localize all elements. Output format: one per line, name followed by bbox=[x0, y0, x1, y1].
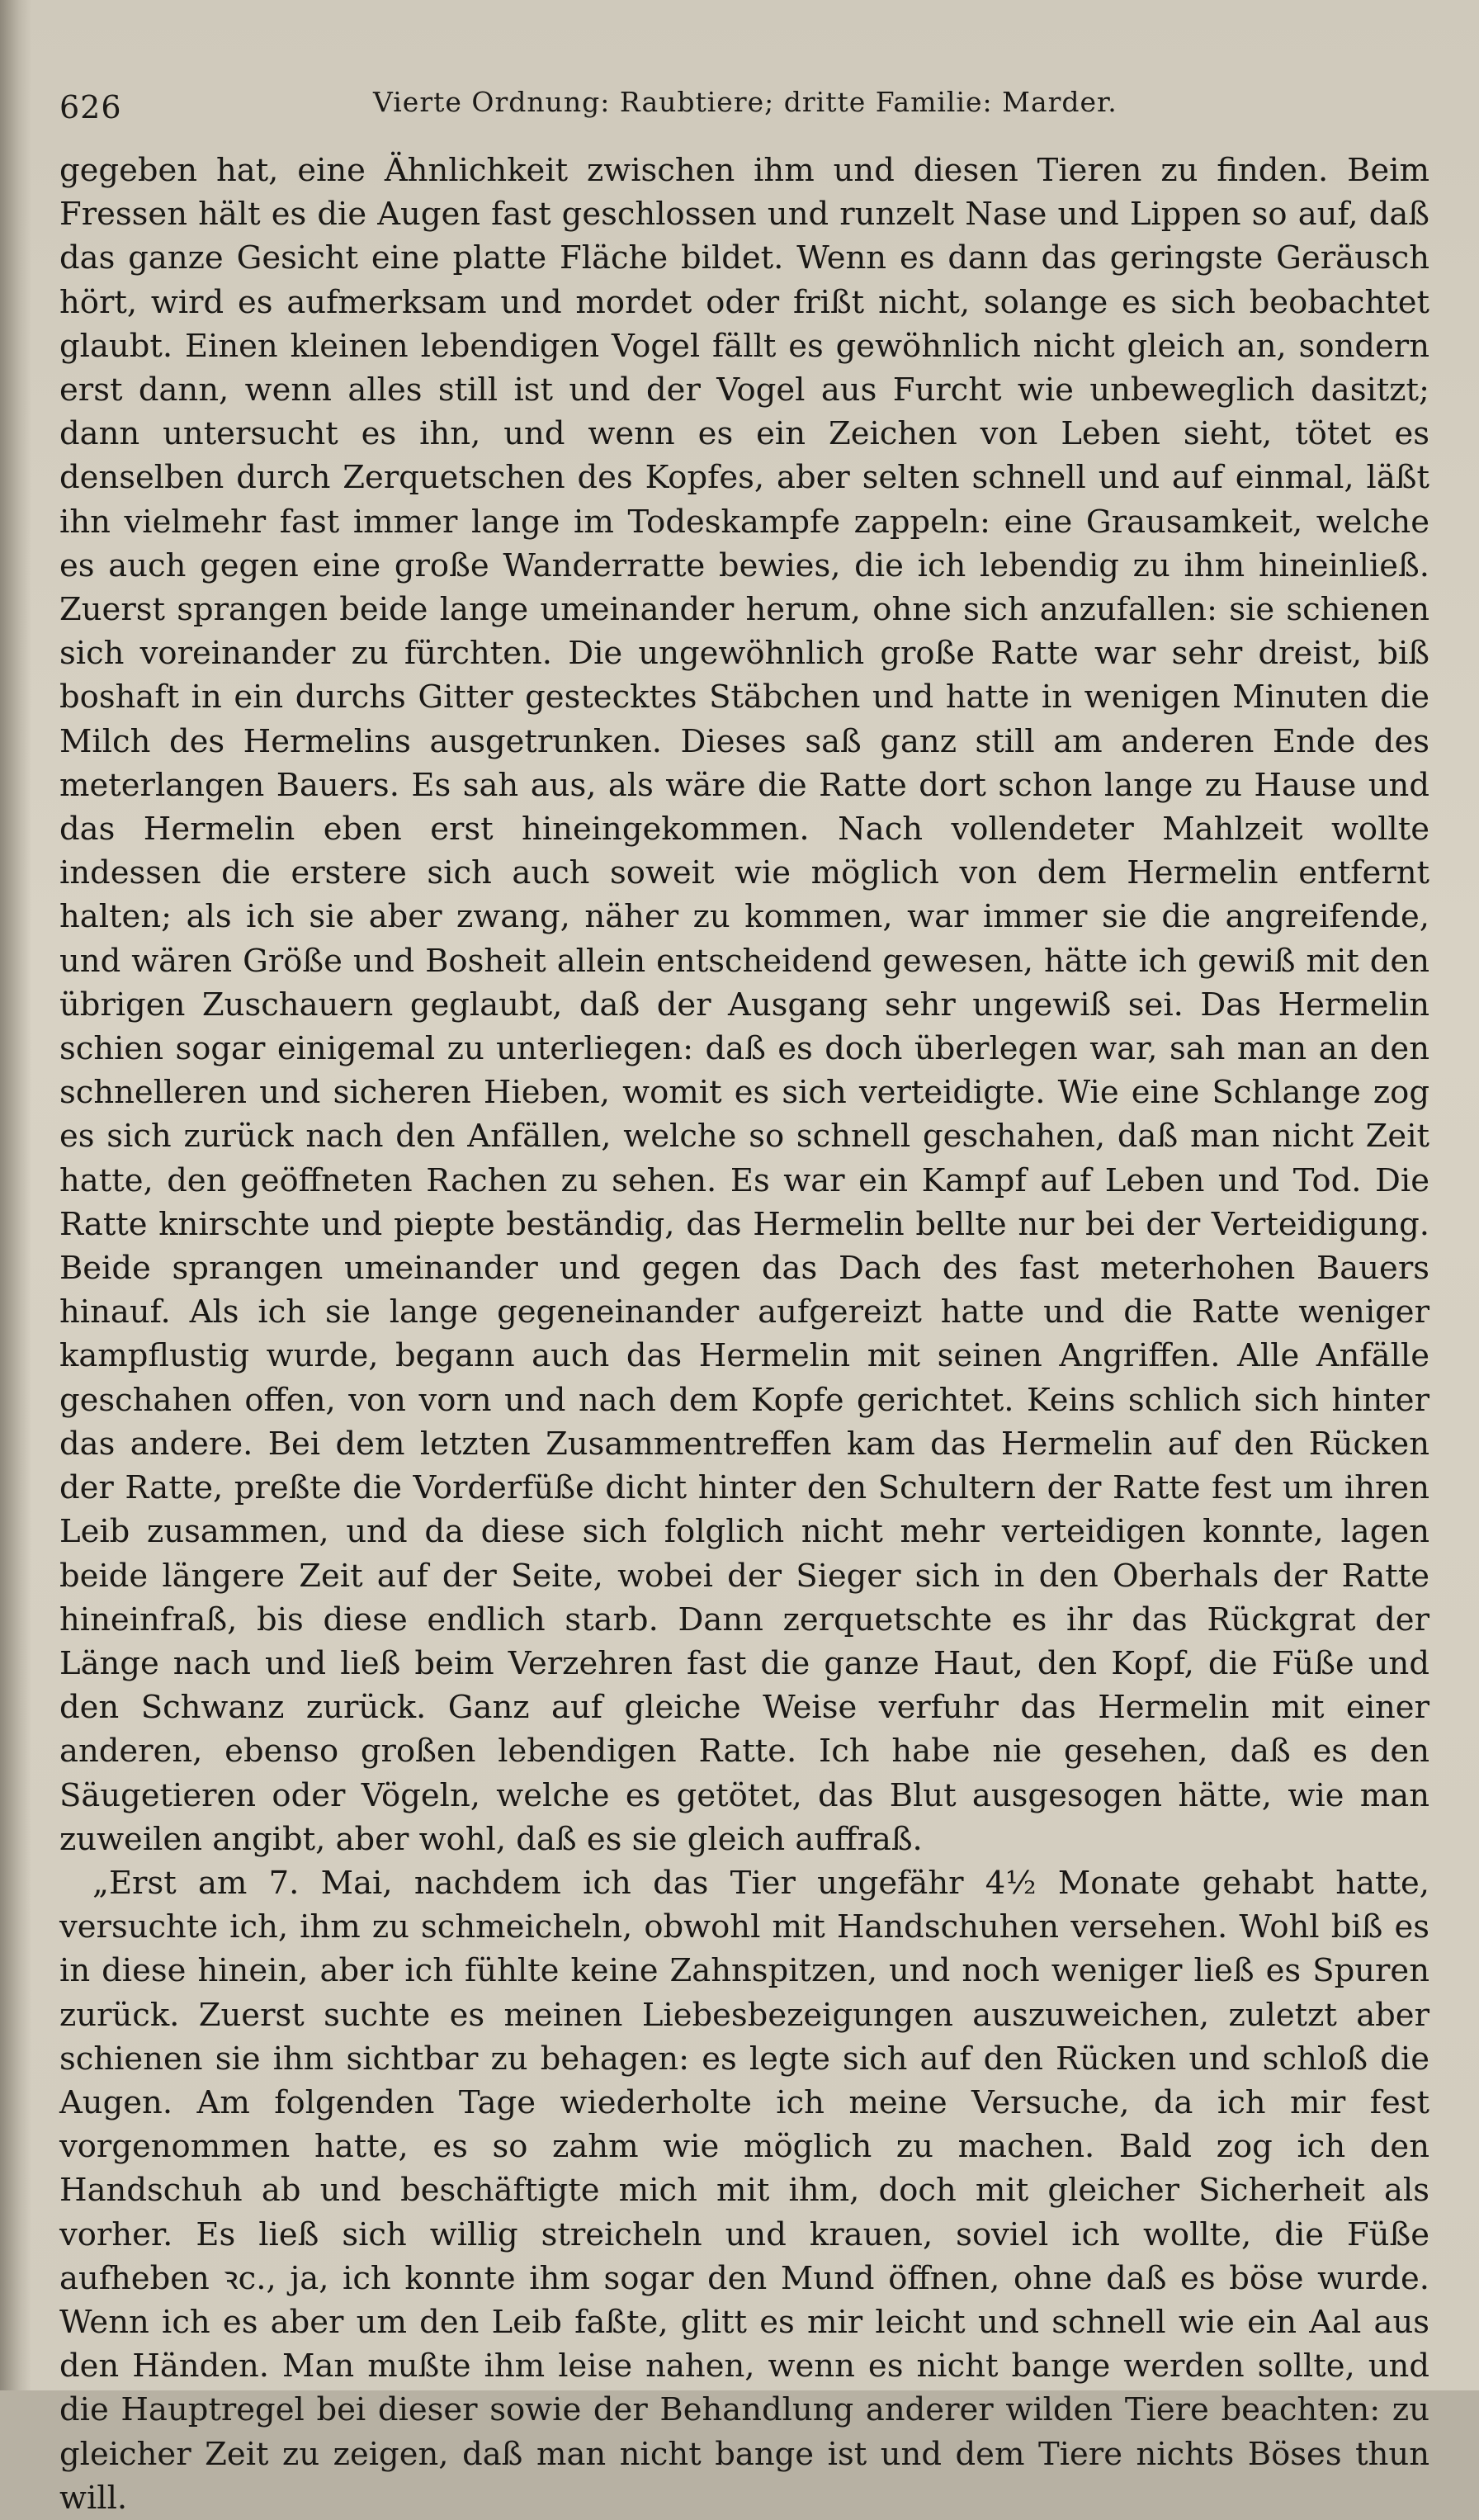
paragraph-1: gegeben hat, eine Ähnlichkeit zwischen ihm und diesen Tieren zu finden. Beim Fressen hält es die Augen fast geschlossen und runzelt Nase und Lippen so auf, daß das ganze Gesicht eine platte Fläche bildet. Wenn es dann das geringste Geräusch hört, wird es aufmerksam und mordet oder frißt nicht, solange es sich beobachtet glaubt. Einen kleinen lebendigen Vogel fällt es gewöhnlich nicht gleich an, sondern erst dann, wenn alles still ist und der Vogel aus Furcht wie unbeweglich dasitzt; dann untersucht es ihn, und wenn es ein Zeichen von Leben sieht, tötet es denselben durch Zerquetschen des Kopfes, aber selten schnell und auf einmal, läßt ihn vielmehr fast immer lange im Todeskampfe zappeln: eine Grausamkeit, welche es auch gegen eine große Wanderratte bewies, die ich lebendig zu ihm hineinließ. Zuerst sprangen beide lange umeinander herum, ohne sich anzufallen: sie schienen sich voreinander zu fürchten. Die ungewöhnlich große Ratte war sehr dreist, biß boshaft in ein durchs Gitter gestecktes Stäbchen und hatte in wenigen Minuten die Milch des Hermelins ausgetrunken. Dieses saß ganz still am anderen Ende des meterlangen Bauers. Es sah aus, als wäre die Ratte dort schon lange zu Hause und das Hermelin eben erst hineingekommen. Nach vollendeter Mahlzeit wollte indessen die erstere sich auch soweit wie möglich von dem Hermelin entfernt halten; als ich sie aber zwang, näher zu kommen, war immer sie die angreifende, und wären Größe und Bosheit allein entscheidend gewesen, hätte ich gewiß mit den übrigen Zuschauern geglaubt, daß der Ausgang sehr ungewiß sei. Das Hermelin schien sogar einigemal zu unterliegen: daß es doch überlegen war, sah man an den schnelleren und sicheren Hieben, womit es sich verteidigte. Wie eine Schlange zog es sich zurück nach den Anfällen, welche so schnell geschahen, daß man nicht Zeit hatte, den geöffneten Rachen zu sehen. Es war ein Kampf auf Leben und Tod. Die Ratte knirschte und piepte beständig, das Hermelin bellte nur bei der Verteidigung. Beide sprangen umeinander und gegen das Dach des fast meterhohen Bauers hinauf. Als ich sie lange gegeneinander aufgereizt hatte und die Ratte weniger kampflustig wurde, begann auch das Hermelin mit seinen Angriffen. Alle Anfälle geschahen offen, von vorn und nach dem Kopfe gerichtet. Keins schlich sich hinter das andere. Bei dem letzten Zusammentreffen kam das Hermelin auf den Rücken der Ratte, preßte die Vorderfüße dicht hinter den Schultern der Ratte fest um ihren Leib zusammen, und da diese sich folglich nicht mehr verteidigen konnte, lagen beide längere Zeit auf der Seite, wobei der Sieger sich in den Oberhals der Ratte hineinfraß, bis diese endlich starb. Dann zerquetschte es ihr das Rückgrat der Länge nach und ließ beim Verzehren fast die ganze Haut, den Kopf, die Füße und den Schwanz zurück. Ganz auf gleiche Weise verfuhr das Hermelin mit einer anderen, ebenso großen lebendigen Ratte. Ich habe nie gesehen, daß es den Säugetieren oder Vögeln, welche es getötet, das Blut ausgesogen hätte, wie man zuweilen angibt, aber wohl, daß es sie gleich auffraß. bbox=[59, 152, 1429, 1858]
body-text bbox=[59, 149, 1429, 2517]
page-header bbox=[59, 81, 1429, 125]
paragraph-2: „Erst am 7. Mai, nachdem ich das Tier ungefähr 4½ Monate gehabt hatte, versuchte ich, ihm zu schmeicheln, obwohl mit Handschuhen versehen. Wohl biß es in diese hinein, aber ich fühlte keine Zahnspitzen, und noch weniger ließ es Spuren zurück. Zuerst suchte es meinen Liebesbezeigungen auszuweichen, zuletzt aber schienen sie ihm sichtbar zu behagen: es legte sich auf den Rücken und schloß die Augen. Am folgenden Tage wiederholte ich meine Versuche, da ich mir fest vorgenommen hatte, es so zahm wie möglich zu machen. Bald zog ich den Handschuh ab und beschäftigte mich mit ihm, doch mit gleicher Sicherheit als vorher. Es ließ sich willig streicheln und krauen, soviel ich wollte, die Füße aufheben ꝛc., ja, ich konnte ihm sogar den Mund öffnen, ohne daß es böse wurde. Wenn ich es aber um den Leib faßte, glitt es mir leicht und schnell wie ein Aal aus den Händen. Man mußte ihm leise nahen, wenn es nicht bange werden sollte, und die Hauptregel bei dieser sowie der Behandlung anderer wilden Tiere beachten: zu gleicher Zeit zu zeigen, daß man nicht bange ist und dem Tiere nichts Böses thun will. bbox=[59, 1864, 1429, 2517]
running-head: Vierte Ordnung: Raubtiere; dritte Familie: Marder. bbox=[373, 86, 1118, 118]
page-number: 626 bbox=[59, 89, 122, 125]
